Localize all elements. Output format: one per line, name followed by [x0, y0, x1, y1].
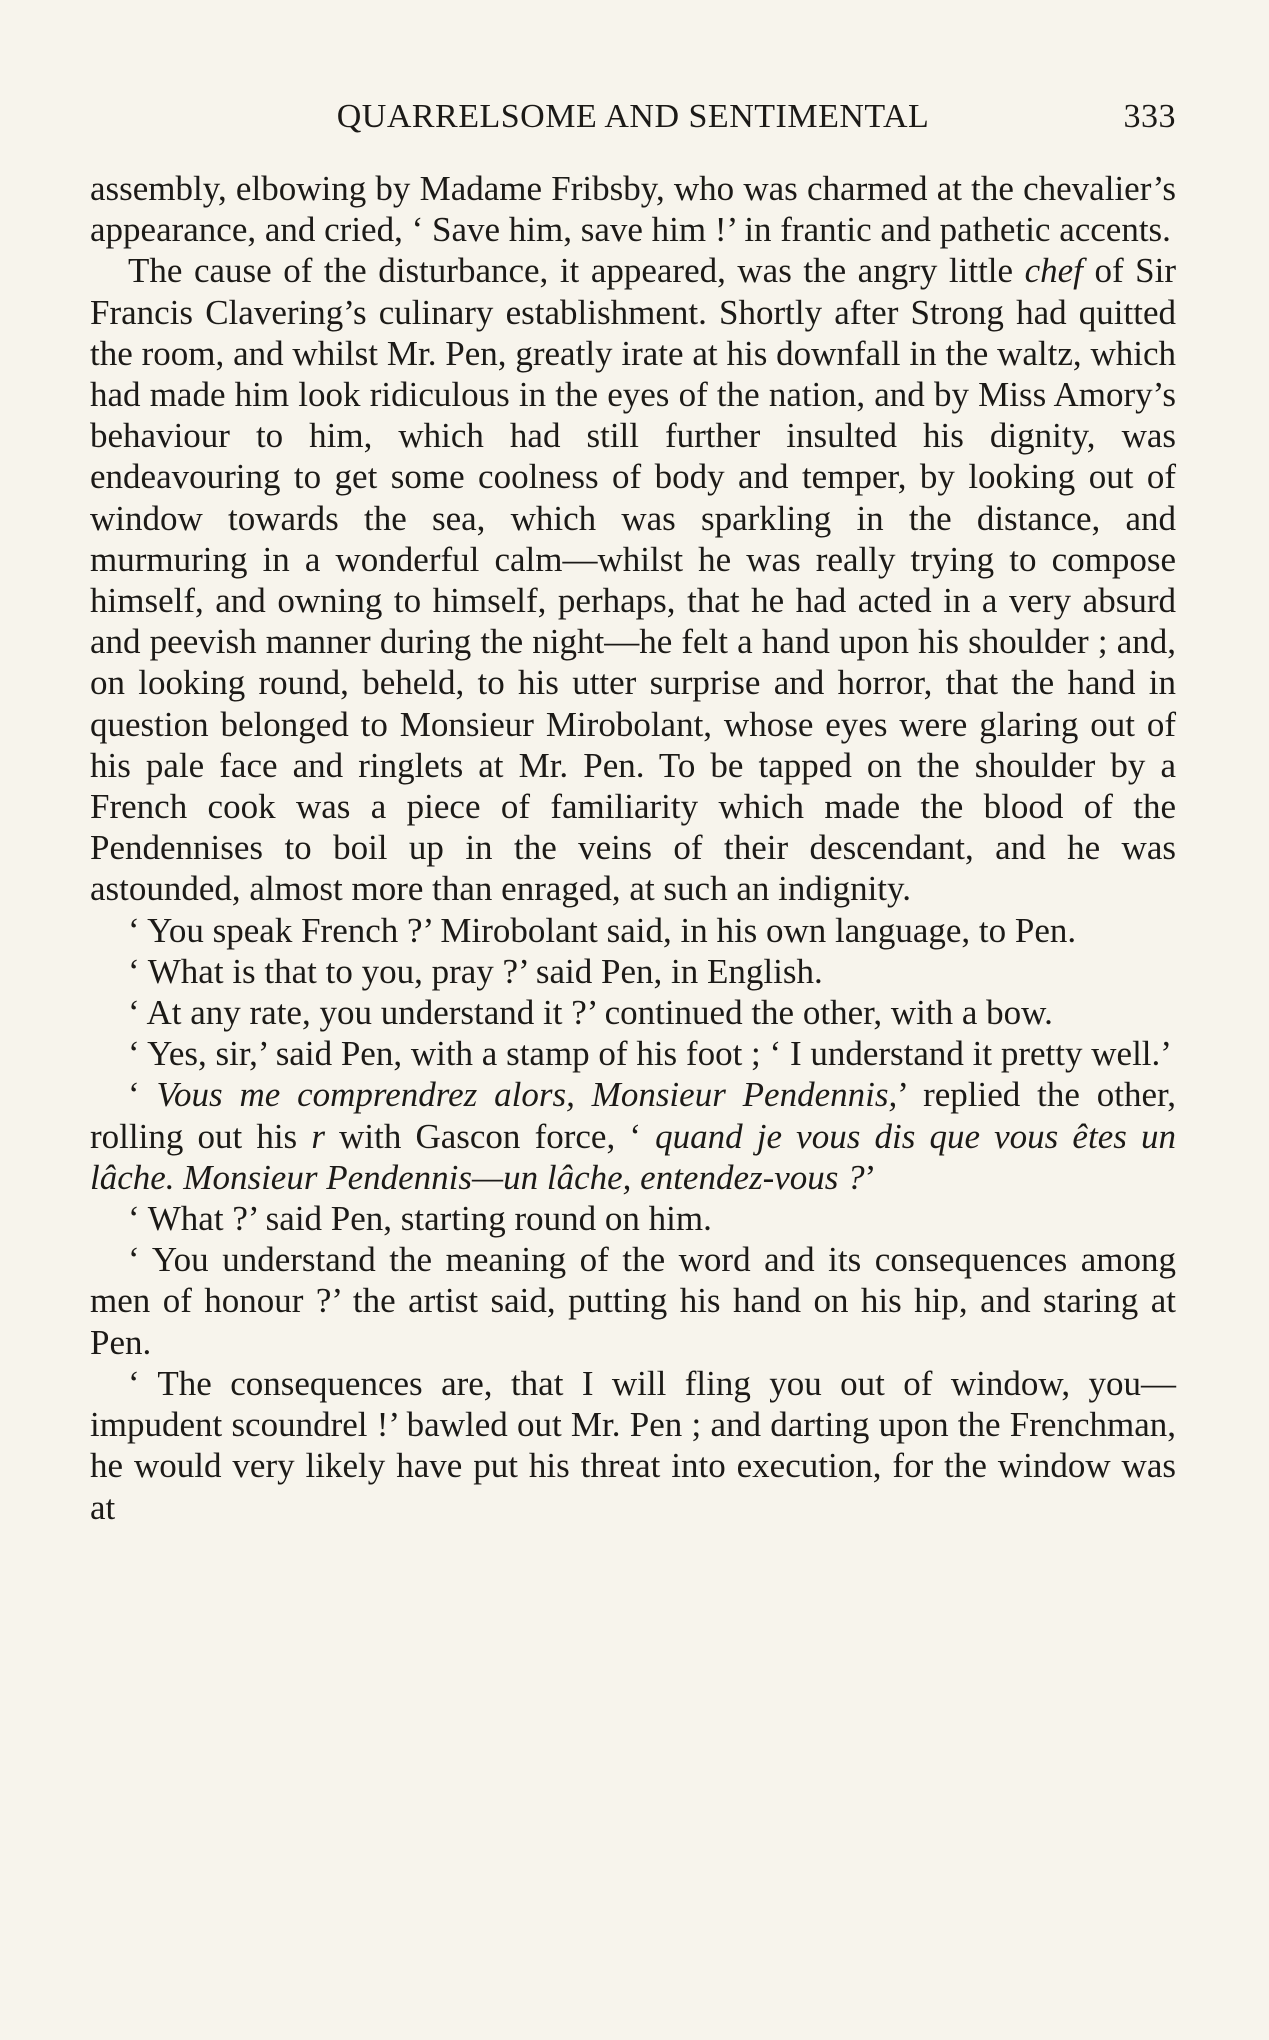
text-segment: ’: [864, 1157, 877, 1197]
text-segment: ‘ What is that to you, pray ?’ said Pen, in English.: [128, 951, 823, 991]
paragraph-p7: [90, 1074, 1176, 1198]
paragraph-p3: [90, 910, 1176, 951]
text-segment: with Gascon force, ‘: [324, 1116, 656, 1156]
text-segment: ‘: [128, 1075, 157, 1115]
italic-text: quand je vous dis que vous êtes un lâche. Monsieur Pendennis—un lâche, entendez-vous ?: [90, 1116, 1176, 1197]
page-number: 333: [1123, 98, 1176, 135]
text-segment: ‘ Yes, sir,’ said Pen, with a stamp of his foot ; ‘ I understand it pretty well.’: [128, 1034, 1172, 1074]
running-header: [90, 90, 1176, 142]
italic-text: Vous me comprendrez alors, Monsieur Pendennis,: [156, 1075, 898, 1115]
paragraph-p8: [90, 1198, 1176, 1239]
text-segment: The cause of the disturbance, it appeared, was the angry little: [128, 251, 1025, 291]
text-segment: ‘ You understand the meaning of the word and its consequences among men of honour ?’ the artist said, putting his hand on his hip, and staring at Pen.: [90, 1240, 1176, 1362]
italic-text: r: [311, 1116, 325, 1156]
text-segment: ‘ You speak French ?’ Mirobolant said, in his own language, to Pen.: [128, 910, 1077, 950]
text-segment: ’ replied the other, rolling out his: [90, 1075, 1176, 1156]
paragraph-p10: [90, 1363, 1176, 1528]
paragraph-p1: [90, 168, 1176, 250]
text-segment: ‘ At any rate, you understand it ?’ continued the other, with a bow.: [128, 993, 1053, 1033]
paragraph-p2: [90, 250, 1176, 909]
text-segment: assembly, elbowing by Madame Fribsby, who was charmed at the chevalier’s appearance, and cried, ‘ Save him, save him !’ in frantic and pathetic accents.: [90, 169, 1176, 250]
text-segment: ‘ What ?’ said Pen, starting round on him.: [128, 1199, 712, 1239]
text-segment: ‘ The consequences are, that I will fling you out of window, you—impudent scoundrel !’ bawled out Mr. Pen ; and darting upon the Frenchman, he would very likely have put his threat into execution, for the window was at: [90, 1363, 1176, 1527]
paragraph-p9: [90, 1239, 1176, 1363]
body-text: [90, 168, 1176, 1528]
text-segment: of Sir Francis Clavering’s culinary establishment. Shortly after Strong had quitted the room, and whilst Mr. Pen, greatly irate at his downfall in the waltz, which had made him look ridiculous in the eyes of the nation, and by Miss Amory’s behaviour to him, which had still further insulted his dignity, was endeavouring to get some coolness of body and temper, by looking out of window towards the sea, which was sparkling in the distance, and murmuring in a wonderful calm—whilst he was really trying to compose himself, and owning to himself, perhaps, that he had acted in a very absurd and peevish manner during the night—he felt a hand upon his shoulder ; and, on looking round, beheld, to his utter surprise and horror, that the hand in question belonged to Monsieur Mirobolant, whose eyes were glaring out of his pale face and ringlets at Mr. Pen. To be tapped on the shoulder by a French cook was a piece of familiarity which made the blood of the Pendennises to boil up in the veins of their descendant, and he was astounded, almost more than enraged, at such an indignity.: [90, 251, 1176, 909]
italic-text: chef: [1024, 251, 1083, 291]
paragraph-p4: [90, 951, 1176, 992]
running-title: QUARRELSOME AND SENTIMENTAL: [336, 98, 930, 135]
paragraph-p5: [90, 992, 1176, 1033]
book-page: [90, 90, 1176, 1528]
paragraph-p6: [90, 1033, 1176, 1074]
